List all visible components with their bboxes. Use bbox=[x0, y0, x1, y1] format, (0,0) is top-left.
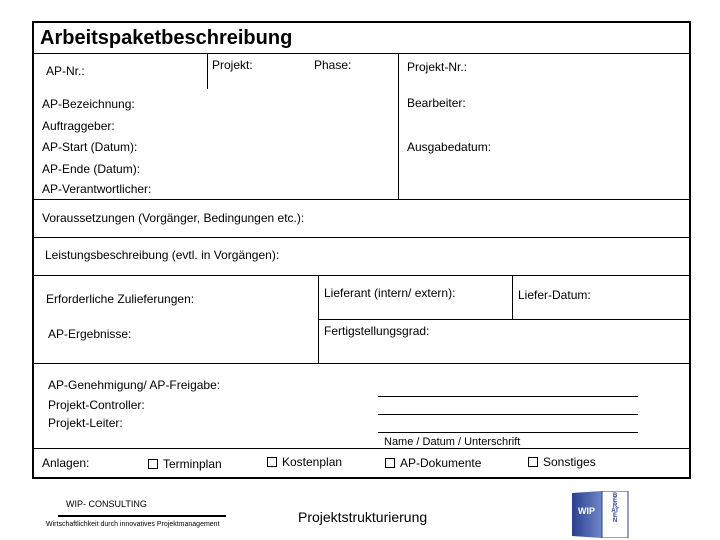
signature-line bbox=[378, 396, 638, 397]
divider bbox=[33, 275, 690, 276]
attachment-sonstiges[interactable]: Sonstiges bbox=[528, 455, 596, 469]
ap-start-label: AP-Start (Datum): bbox=[42, 140, 138, 154]
checkbox-icon bbox=[385, 458, 395, 468]
ap-ergebnisse-label: AP-Ergebnisse: bbox=[48, 327, 132, 341]
ausgabedatum-label: Ausgabedatum: bbox=[407, 140, 492, 154]
logo-text: WIP bbox=[578, 506, 595, 516]
divider bbox=[33, 199, 690, 200]
divider bbox=[318, 319, 690, 320]
divider bbox=[33, 53, 690, 54]
fertigstellungsgrad-label: Fertigstellungsgrad: bbox=[324, 324, 430, 338]
footer-topic: Projektstrukturierung bbox=[298, 509, 428, 525]
ap-ende-label: AP-Ende (Datum): bbox=[42, 162, 141, 176]
ap-bezeichnung-label: AP-Bezeichnung: bbox=[42, 97, 135, 111]
checkbox-icon bbox=[267, 457, 277, 467]
lieferant-label: Lieferant (intern/ extern): bbox=[324, 286, 456, 300]
footer-company: WIP- CONSULTING bbox=[66, 499, 147, 509]
divider bbox=[33, 363, 690, 364]
anlagen-label: Anlagen: bbox=[42, 456, 90, 470]
footer-tagline: Wirtschaftlichkeit durch innovatives Projektmanagement bbox=[46, 521, 220, 528]
projekt-label: Projekt: bbox=[212, 58, 253, 72]
logo-vertical-text: BERATEN bbox=[611, 493, 619, 524]
divider bbox=[33, 448, 690, 449]
ap-verantwortlicher-label: AP-Verantwortlicher: bbox=[42, 182, 152, 196]
leiter-label: Projekt-Leiter: bbox=[48, 416, 123, 430]
divider bbox=[512, 275, 513, 319]
zulieferungen-label: Erforderliche Zulieferungen: bbox=[46, 292, 195, 306]
wip-logo bbox=[572, 491, 630, 538]
projekt-nr-label: Projekt-Nr.: bbox=[407, 60, 468, 74]
bearbeiter-label: Bearbeiter: bbox=[407, 96, 466, 110]
phase-label: Phase: bbox=[314, 58, 352, 72]
attachment-ap-dokumente[interactable]: AP-Dokumente bbox=[385, 456, 481, 470]
ap-nr-label: AP-Nr.: bbox=[46, 64, 85, 78]
divider bbox=[207, 53, 208, 89]
attachment-terminplan[interactable]: Terminplan bbox=[148, 457, 222, 471]
signature-line bbox=[378, 432, 638, 433]
voraussetzungen-label: Voraussetzungen (Vorgänger, Bedingungen etc.): bbox=[42, 211, 305, 225]
divider bbox=[33, 237, 690, 238]
footer-rule bbox=[58, 515, 226, 517]
controller-label: Projekt-Controller: bbox=[48, 398, 145, 412]
signature-line bbox=[378, 414, 638, 415]
liefer-datum-label: Liefer-Datum: bbox=[518, 288, 591, 302]
signature-caption: Name / Datum / Unterschrift bbox=[384, 436, 521, 448]
divider bbox=[398, 53, 399, 199]
leistungsbeschreibung-label: Leistungsbeschreibung (evtl. in Vorgängen): bbox=[45, 248, 280, 262]
checkbox-icon bbox=[148, 459, 158, 469]
auftraggeber-label: Auftraggeber: bbox=[42, 119, 115, 133]
genehmigung-label: AP-Genehmigung/ AP-Freigabe: bbox=[48, 378, 221, 392]
checkbox-icon bbox=[528, 457, 538, 467]
attachment-kostenplan[interactable]: Kostenplan bbox=[267, 455, 342, 469]
form-title: Arbeitspaketbeschreibung bbox=[40, 27, 293, 49]
